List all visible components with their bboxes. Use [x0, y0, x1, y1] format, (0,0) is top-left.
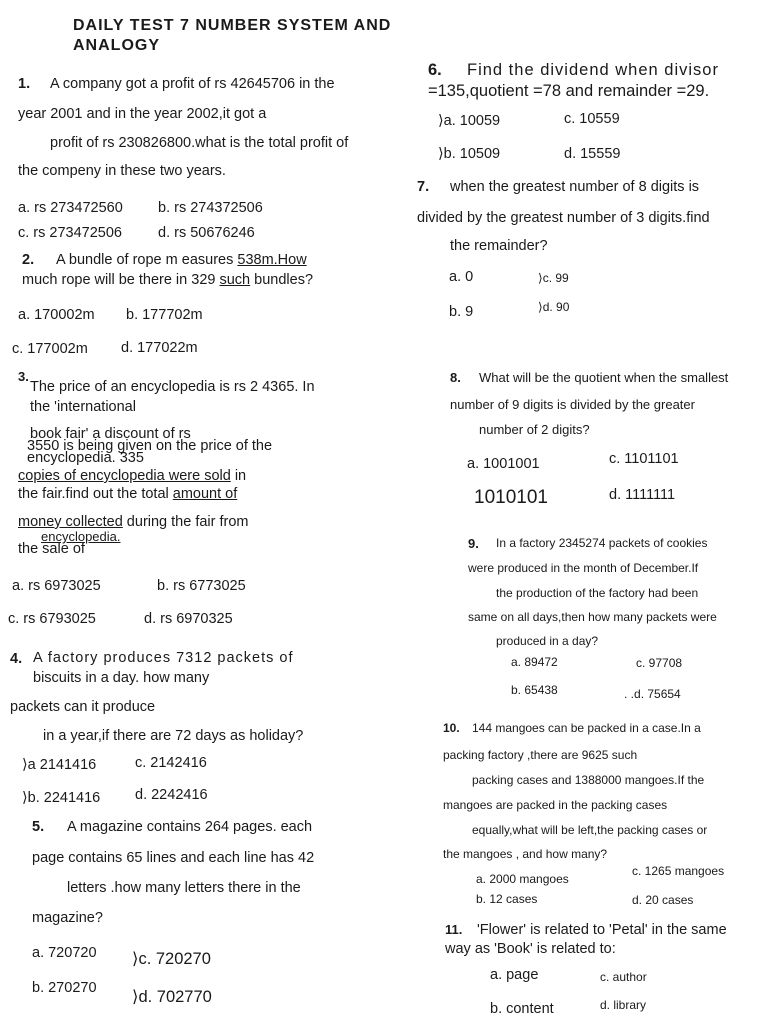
question-text: =135,quotient =78 and remainder =29.: [428, 82, 710, 100]
question-text: page contains 65 lines and each line has 42: [32, 850, 315, 866]
option-a: a. 89472: [511, 655, 558, 669]
radio-mark-icon: ⟩: [132, 988, 139, 1006]
option-d: d. 20 cases: [632, 893, 694, 907]
question-number: 4.: [10, 651, 23, 667]
question-number: 3.: [18, 369, 29, 384]
question-text: the mangoes , and how many?: [443, 847, 608, 861]
question-number: 6.: [428, 61, 442, 79]
question-text: letters .how many letters there in the: [67, 880, 301, 896]
radio-mark-icon: ⟩: [538, 300, 543, 314]
question-text: Find the dividend when divisor: [467, 61, 719, 79]
option-d: d. 15559: [564, 146, 621, 162]
question-text: equally,what will be left,the packing cases or: [472, 823, 708, 837]
page-title-line1: DAILY TEST 7 NUMBER SYSTEM AND: [73, 17, 392, 34]
option-b: b. 270270: [32, 980, 97, 996]
question-text: packets can it produce: [10, 699, 156, 715]
question-text: A bundle of rope m easures 538m.How: [56, 252, 307, 268]
option-b: b. rs 6773025: [157, 578, 246, 594]
option-c: c. 177002m: [12, 341, 88, 357]
question-text: way as 'Book' is related to:: [445, 941, 616, 957]
question-text: encyclopedia. 335: [27, 450, 144, 466]
option-b: b. 177702m: [126, 307, 203, 323]
question-text: much rope will be there in 329 such bundles?: [22, 272, 314, 288]
option-c: c. 2142416: [135, 755, 207, 771]
question-text: biscuits in a day. how many: [33, 670, 210, 686]
question-text: encyclopedia.: [41, 529, 121, 544]
option-c: ⟩c. 720270: [132, 950, 211, 968]
option-d: ⟩d. 702770: [132, 988, 212, 1006]
question-text: profit of rs 230826800.what is the total profit of: [50, 135, 349, 151]
radio-mark-icon: ⟩: [538, 271, 543, 285]
option-b: 1010101: [474, 487, 548, 508]
option-c: c. 97708: [636, 656, 683, 670]
question-text: packing factory ,there are 9625 such: [443, 748, 638, 762]
radio-mark-icon: ⟩: [438, 146, 444, 162]
question-number: 10.: [443, 721, 460, 735]
radio-mark-icon: ⟩: [22, 790, 28, 806]
option-c: c. rs 273472506: [18, 225, 122, 241]
question-number: 1.: [18, 76, 31, 92]
option-d: d. library: [600, 998, 647, 1012]
option-a: a. 0: [449, 269, 474, 285]
option-a: a. 170002m: [18, 307, 95, 323]
option-d: d. 2242416: [135, 787, 208, 803]
radio-mark-icon: ⟩: [132, 950, 139, 968]
question-number: 2.: [22, 252, 35, 268]
option-c: c. 1101101: [609, 451, 679, 467]
option-a: a. rs 273472560: [18, 200, 123, 216]
question-text: A factory produces 7312 packets of: [33, 650, 294, 666]
radio-mark-icon: ⟩: [438, 113, 444, 129]
question-text: money collected during the fair from: [18, 514, 249, 530]
option-d: d. rs 50676246: [158, 225, 255, 241]
question-number: 8.: [450, 370, 461, 385]
option-c: c. author: [600, 970, 647, 984]
option-c: c. 1265 mangoes: [632, 864, 725, 878]
question-text: In a factory 2345274 packets of cookies: [496, 536, 708, 550]
question-text: the sale of: [18, 541, 85, 557]
option-d: . .d. 75654: [624, 687, 681, 701]
question-text: in a year,if there are 72 days as holiday?: [43, 728, 304, 744]
question-text: the remainder?: [450, 238, 548, 254]
option-a: a. rs 6973025: [12, 578, 101, 594]
question-text: 144 mangoes can be packed in a case.In a: [472, 721, 701, 735]
question-text: the compeny in these two years.: [18, 163, 226, 179]
option-a: a. 720720: [32, 945, 97, 961]
question-number: 9.: [468, 536, 479, 551]
question-text: 'Flower' is related to 'Petal' in the same: [477, 922, 727, 938]
question-text: number of 9 digits is divided by the greater: [450, 397, 695, 412]
dot-marks-icon: . .: [624, 687, 635, 701]
option-b: b. 65438: [511, 683, 558, 697]
question-text: A magazine contains 264 pages. each: [67, 819, 313, 835]
option-c: c. 10559: [564, 111, 620, 127]
question-text: book fair' a discount of rs: [30, 426, 191, 442]
option-d: ⟩d. 90: [538, 300, 570, 314]
option-d: d. 177022m: [121, 340, 198, 356]
option-a: a. 2000 mangoes: [476, 872, 569, 886]
question-text: when the greatest number of 8 digits is: [450, 179, 700, 195]
question-text: were produced in the month of December.If: [468, 561, 699, 575]
option-d: d. 1111111: [609, 487, 676, 503]
option-b: b. rs 274372506: [158, 200, 263, 216]
question-text: magazine?: [32, 910, 103, 926]
question-text: A company got a profit of rs 42645706 in the: [50, 76, 335, 92]
option-b: b. 12 cases: [476, 892, 538, 906]
option-a: ⟩a 2141416: [22, 757, 97, 773]
question-text: number of 2 digits?: [479, 422, 590, 437]
option-b: b. content: [490, 1001, 554, 1017]
question-text: produced in a day?: [496, 634, 599, 648]
question-text: year 2001 and in the year 2002,it got a: [18, 106, 267, 122]
question-text: divided by the greatest number of 3 digits.find: [417, 210, 710, 226]
option-a: ⟩a. 10059: [438, 113, 501, 129]
question-number: 11.: [445, 922, 463, 937]
page-title-line2: ANALOGY: [73, 37, 160, 54]
option-a: a. page: [490, 967, 539, 983]
question-text: 3550 is being given on the price of the: [27, 438, 273, 454]
question-number: 7.: [417, 179, 430, 195]
option-d: d. rs 6970325: [144, 611, 233, 627]
option-b: b. 9: [449, 304, 474, 320]
question-text: same on all days,then how many packets were: [468, 610, 717, 624]
question-text: What will be the quotient when the smallest: [479, 370, 729, 385]
question-text: mangoes are packed in the packing cases: [443, 798, 668, 812]
question-text: the fair.find out the total amount of: [18, 486, 238, 502]
question-text: packing cases and 1388000 mangoes.If the: [472, 773, 705, 787]
radio-mark-icon: ⟩: [22, 757, 28, 773]
question-text: The price of an encyclopedia is rs 2 4365. In: [30, 379, 315, 395]
option-b: ⟩b. 2241416: [22, 790, 101, 806]
option-a: a. 1001001: [467, 456, 540, 472]
option-c: ⟩c. 99: [538, 271, 569, 285]
question-number: 5.: [32, 819, 45, 835]
option-c: c. rs 6793025: [8, 611, 96, 627]
option-b: ⟩b. 10509: [438, 146, 501, 162]
question-text: the 'international: [30, 399, 136, 415]
question-text: copies of encyclopedia were sold in: [18, 468, 247, 484]
question-text: the production of the factory had been: [496, 586, 699, 600]
